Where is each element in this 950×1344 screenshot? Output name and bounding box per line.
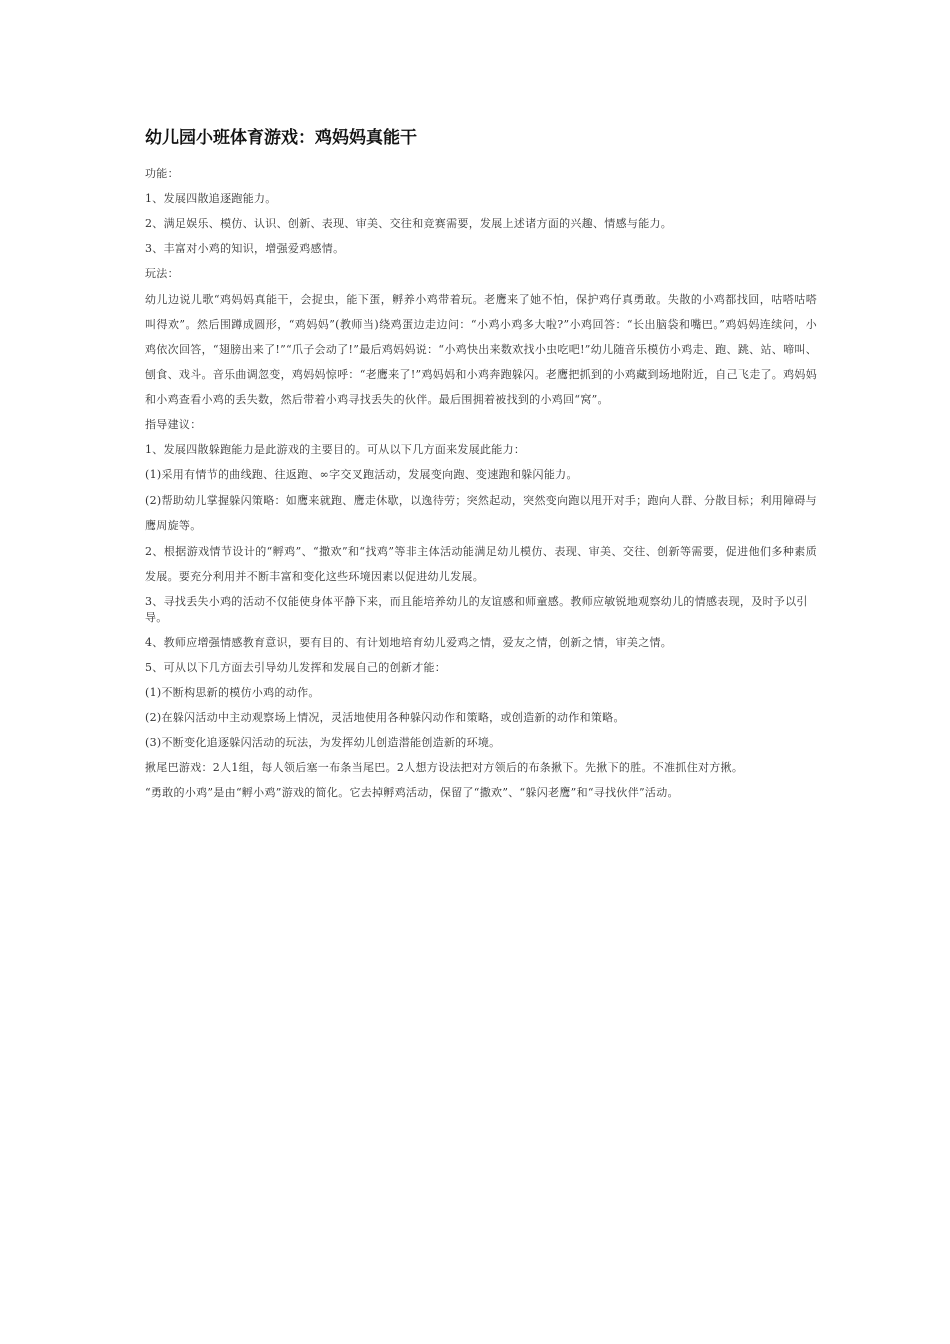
guidance-subitem-1-2: (2)帮助幼儿掌握躲闪策略：如鹰来就跑、鹰走休歇，以逸待劳；突然起动，突然变向跑以甩开对手；跑向人群、分散目标；利用障碍与鹰周旋等。 — [145, 494, 817, 532]
guidance-subitem-5-3: (3)不断变化追逐躲闪活动的玩法，为发挥幼儿创造潜能创造新的环境。 — [145, 736, 501, 749]
guidance-item-5: 5、可从以下几方面去引导幼儿发挥和发展自己的创新才能： — [145, 661, 447, 674]
function-item-3: 3、丰富对小鸡的知识，增强爱鸡感情。 — [145, 242, 345, 255]
section-heading-gameplay: 玩法： — [145, 267, 179, 280]
guidance-item-3: 3、寻找丢失小鸡的活动不仅能使身体平静下来，而且能培养幼儿的友谊感和师童感。教师应敏锐地观察幼儿的情感表现，及时予以引导。 — [145, 595, 808, 624]
guidance-item-4: 4、教师应增强情感教育意识，要有目的、有计划地培育幼儿爱鸡之情，爱友之情，创新之情，审美之情。 — [145, 636, 673, 649]
guidance-subitem-5-2: (2)在躲闪活动中主动观察场上情况，灵活地使用各种躲闪动作和策略，或创造新的动作和策略。 — [145, 711, 625, 724]
function-item-2: 2、满足娱乐、模仿、认识、创新、表现、审美、交往和竞赛需要，发展上述诸方面的兴趣、情感与能力。 — [145, 217, 673, 230]
page-title: 幼儿园小班体育游戏：鸡妈妈真能干 — [145, 128, 417, 148]
function-item-1: 1、发展四散追逐跑能力。 — [145, 192, 277, 205]
guidance-item-1: 1、发展四散躲跑能力是此游戏的主要目的。可从以下几方面来发展此能力： — [145, 443, 526, 456]
tail-game-note: 揪尾巴游戏：2人1组，每人领后塞一布条当尾巴。2人想方设法把对方领后的布条揪下。先揪下的胜。不准抓住对方揪。 — [145, 761, 744, 774]
guidance-subitem-1-1: (1)采用有情节的曲线跑、往返跑、∞字交叉跑活动，发展变向跑、变速跑和躲闪能力。 — [145, 468, 578, 481]
document-body — [145, 126, 817, 810]
guidance-item-2: 2、根据游戏情节设计的“孵鸡”、“撒欢”和“找鸡”等非主体活动能满足幼儿模仿、表现、审美、交往、创新等需要，促进他们多种素质发展。要充分利用并不断丰富和变化这些环境因素以促进幼儿发展。 — [145, 545, 817, 583]
gameplay-paragraph: 幼儿边说儿歌“鸡妈妈真能干，会捉虫，能下蛋，孵养小鸡带着玩。老鹰来了她不怕，保护鸡仔真勇敢。失散的小鸡都找回，咕嗒咕嗒叫得欢”。然后围蹲成圆形，“鸡妈妈”(教师当)绕鸡蛋边走边问：“小鸡小鸡多大啦?”小鸡回答：“长出脑袋和嘴巴。”鸡妈妈连续问，小鸡依次回答，“翅膀出来了!”“爪子会动了!”最后鸡妈妈说：“小鸡快出来数欢找小虫吃吧!”幼儿随音乐模仿小鸡走、跑、跳、站、啼叫、刨食、戏斗。音乐曲调忽变，鸡妈妈惊呼：“老鹰来了!”鸡妈妈和小鸡奔跑躲闪。老鹰把抓到的小鸡藏到场地附近，自己飞走了。鸡妈妈和小鸡查看小鸡的丢失数，然后带着小鸡寻找丢失的伙伴。最后围拥着被找到的小鸡回“窝”。 — [145, 293, 817, 406]
guidance-subitem-5-1: (1)不断构思新的模仿小鸡的动作。 — [145, 686, 320, 699]
section-heading-function: 功能： — [145, 167, 179, 180]
section-heading-guidance: 指导建议： — [145, 418, 202, 431]
brave-chick-note: “勇敢的小鸡”是由“孵小鸡”游戏的简化。它去掉孵鸡活动，保留了“撒欢”、“躲闪老鹰”和“寻找伙伴”活动。 — [145, 786, 679, 799]
